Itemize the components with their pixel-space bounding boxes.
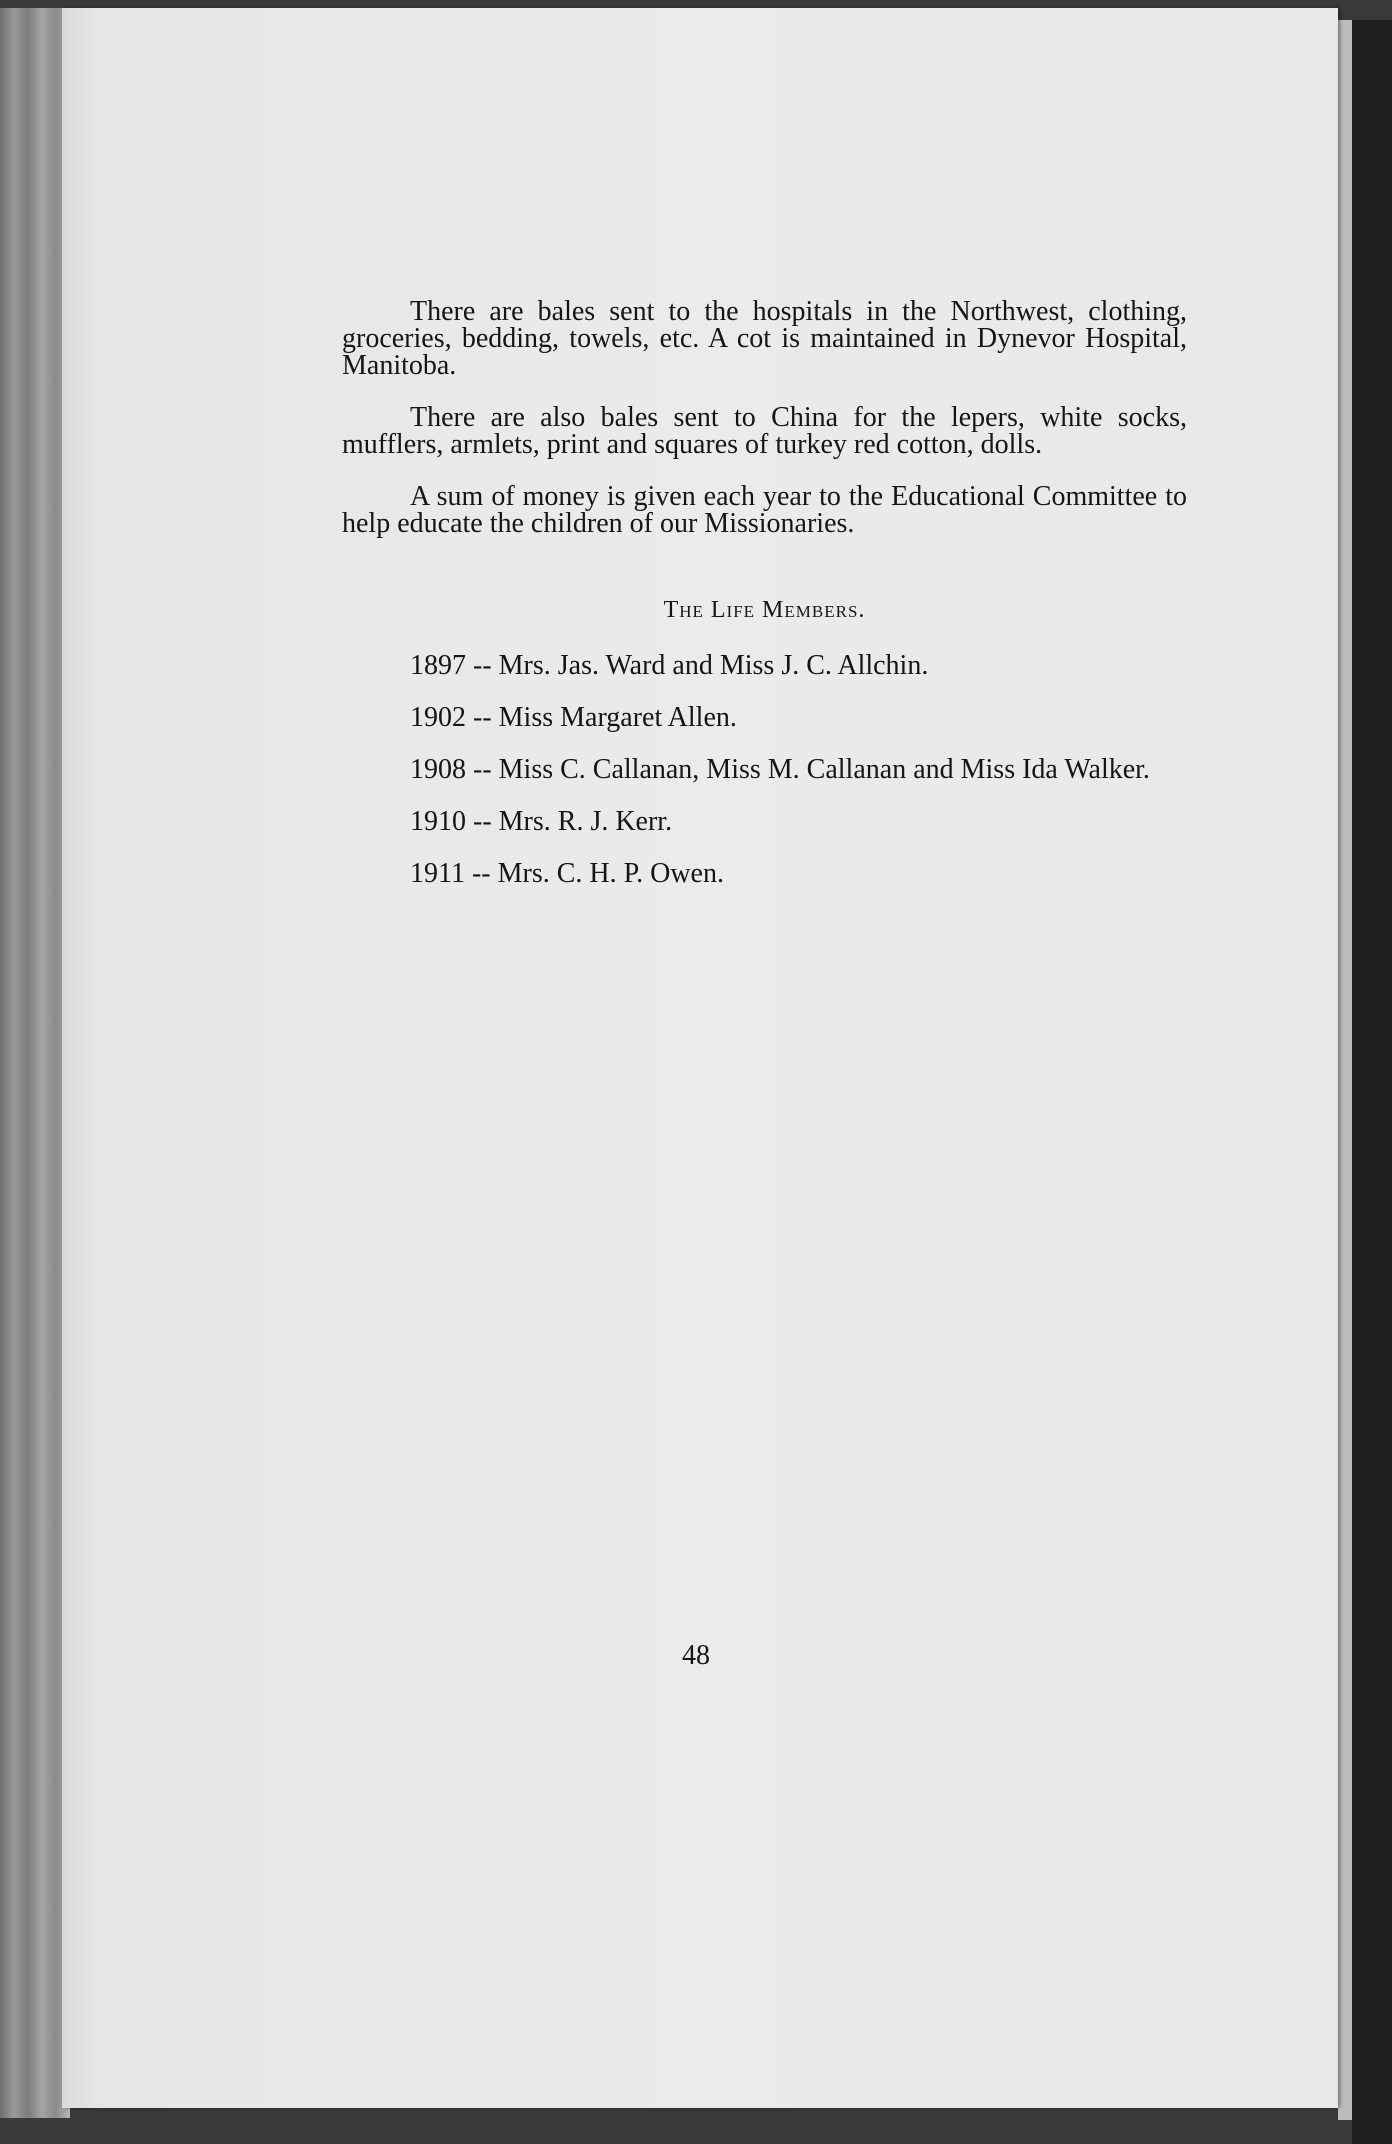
member-entry: 1902 -- Miss Margaret Allen. [410,702,737,733]
page-stack-edge [0,8,70,2118]
paragraph-education: A sum of money is given each year to the Educational Committee to help educate the children of our Missionaries. [342,481,1187,539]
next-page-edge [1338,20,1352,2120]
page-number: 48 [682,1640,710,1671]
member-entry: 1908 -- Miss C. Callanan, Miss M. Callanan and Miss Ida Walker. [410,754,1150,785]
scan-border [1352,20,1392,2144]
page-content [342,298,1187,912]
paragraph-hospitals: There are bales sent to the hospitals in the Northwest, clothing, groceries, bedding, towels, etc. A cot is maintained in Dynevor Hospital, Manitoba. [342,296,1187,381]
life-members-list [342,652,1187,887]
member-entry: 1897 -- Mrs. Jas. Ward and Miss J. C. Allchin. [410,650,929,681]
member-entry: 1911 -- Mrs. C. H. P. Owen. [410,858,724,889]
member-entry: 1910 -- Mrs. R. J. Kerr. [410,806,673,837]
paragraph-china: There are also bales sent to China for the lepers, white socks, mufflers, armlets, print and squares of turkey red cotton, dolls. [342,402,1187,460]
section-heading: The Life Members. [663,597,866,623]
